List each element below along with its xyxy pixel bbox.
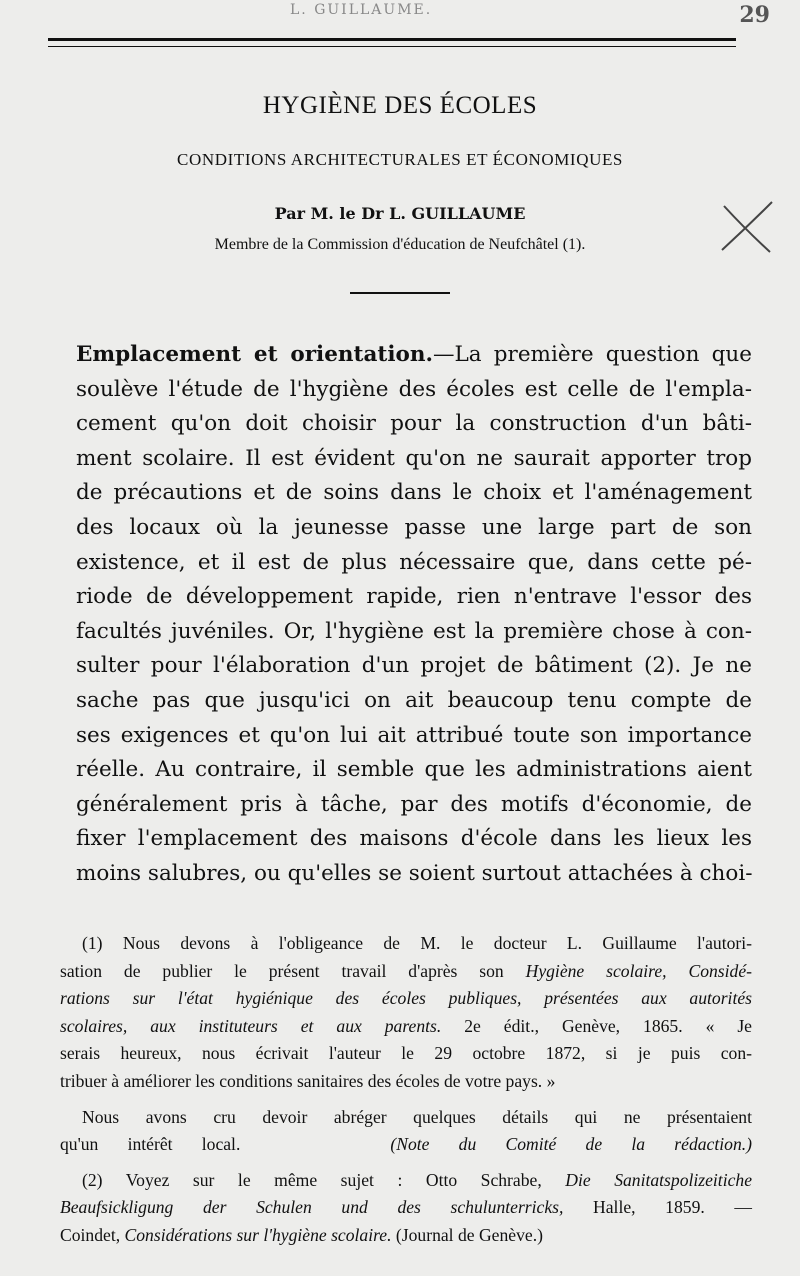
body-line: sulter pour l'élaboration d'un projet de bâtiment (2). Je ne [76, 653, 752, 679]
body-line: soulève l'étude de l'hygiène des écoles est celle de l'empla- [76, 376, 752, 402]
footnote-1-line: (1) Nous devons à l'obligeance de M. le docteur L. Guillaume l'autori- [82, 933, 752, 953]
footnote-1-line: scolaires, aux instituteurs et aux parents. 2e édit., Genève, 1865. « Je [60, 1015, 752, 1036]
committee-note-line: Nous avons cru devoir abréger quelques détails qui ne présentaient [82, 1106, 752, 1127]
section-lead: Emplacement et orientation. [76, 342, 433, 367]
footnote-1-line: sation de publier le présent travail d'après son Hygiène scolaire, Considé- [60, 960, 752, 981]
footnote-1-line: tribuer à améliorer les conditions sanitaires des écoles de votre pays. » [60, 1070, 556, 1091]
body-line: existence, et il est de plus nécessaire que, dans cette pé- [76, 549, 752, 575]
body-line: facultés juvéniles. Or, l'hygiène est la première chose à con- [76, 618, 752, 644]
header-rule-thick [48, 38, 736, 41]
section-divider [350, 292, 450, 294]
page-number: 29 [739, 2, 770, 28]
article-title: HYGIÈNE DES ÉCOLES [262, 92, 538, 119]
body-line: cement qu'on doit choisir pour la construction d'un bâti- [76, 411, 752, 437]
body-line: sache pas que jusqu'ici on ait beaucoup tenu compte de [76, 687, 752, 713]
header-rule-thin [48, 46, 736, 47]
footnote-1-line: rations sur l'état hygiénique des écoles publiques, présentées aux autorités [60, 988, 752, 1009]
body-line: des locaux où la jeunesse passe une large part de son [76, 514, 752, 540]
article-author: Par M. le Dr L. GUILLAUME [274, 204, 526, 223]
body-line: Emplacement et orientation.—La première question que [76, 342, 752, 367]
body-line: fixer l'emplacement des maisons d'école dans les lieux les [76, 826, 752, 852]
footnote-1-line: serais heureux, nous écrivait l'auteur le 29 octobre 1872, si je puis con- [60, 1043, 752, 1064]
body-line: riode de développement rapide, rien n'entrave l'essor des [76, 584, 752, 610]
committee-attribution: (Note du Comité de la rédaction.) [390, 1134, 752, 1155]
footnotes [60, 930, 752, 1250]
body-line: de précautions et de soins dans le choix et l'aménagement [76, 480, 752, 506]
footnote-2-line: Coindet, Considérations sur l'hygiène scolaire. (Journal de Genève.) [60, 1224, 543, 1245]
body-line: réelle. Au contraire, il semble que les administrations aient [76, 757, 752, 783]
body-line: généralement pris à tâche, par des motifs d'économie, de [76, 791, 752, 817]
footnote-2-line: Beaufsickligung der Schulen und des schulunterricks, Halle, 1859. — [60, 1197, 752, 1218]
body-paragraph [76, 338, 752, 892]
body-line: ses exigences et qu'on lui ait attribué toute son importance [76, 722, 752, 748]
body-line: ment scolaire. Il est évident qu'on ne saurait apporter trop [76, 445, 752, 471]
body-line: moins salubres, ou qu'elles se soient surtout attachées à choi- [76, 860, 753, 886]
footnote-2-line: (2) Voyez sur le même sujet : Otto Schrabe, Die Sanitatspolizeitiche [82, 1169, 753, 1190]
committee-note-line: qu'un intérêt local. (Note du Comité de la rédaction.) [60, 1134, 752, 1155]
article-subtitle: CONDITIONS ARCHITECTURALES ET ÉCONOMIQUES [177, 150, 623, 169]
handwritten-x-mark [718, 200, 776, 256]
running-head: L. GUILLAUME. [290, 2, 433, 18]
author-affiliation: Membre de la Commission d'éducation de Neufchâtel (1). [214, 236, 586, 253]
